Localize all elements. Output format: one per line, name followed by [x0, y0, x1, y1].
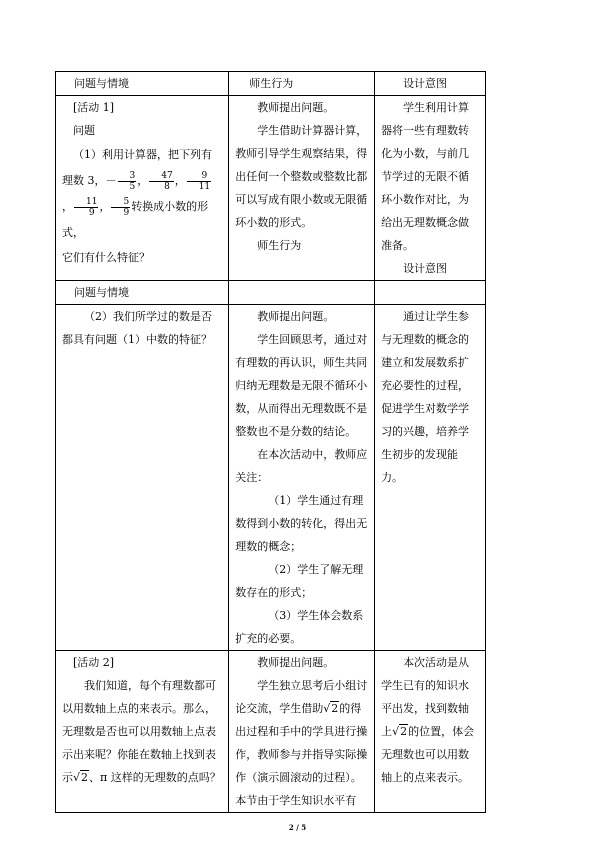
row2-teacher-cell: [229, 305, 375, 651]
table-row: [56, 305, 486, 651]
fraction: $\frac{9}{11}$: [187, 171, 211, 192]
activity-2-label: [活动 2]: [73, 656, 115, 669]
sqrt-symbol: √2: [323, 702, 339, 715]
table-subheader-row: [56, 281, 486, 305]
design-subheading: 设计意图: [403, 262, 448, 275]
teacher-text: （2）学生了解无理数存在的形式；: [235, 563, 364, 599]
fraction: $\frac{3}{5}$: [118, 171, 137, 192]
teacher-text: 学生回顾思考，通过对有理数的再认识，师生共同归纳无理数是无限不循环小数，从而得出无理数既不是整数也不是分数的结论。: [235, 333, 368, 438]
header-problem: 问题与情境: [56, 72, 229, 96]
teacher-text: （1）学生通过有理数得到小数的转化，得出无理数的概念；: [235, 494, 368, 553]
table-header-row: [56, 72, 486, 96]
teacher-text: 教师提出问题。: [257, 310, 335, 323]
page-number: 2 / 5: [288, 823, 307, 832]
table-row: [56, 651, 486, 813]
row3-teacher-cell: [229, 651, 375, 813]
teacher-text: 在本次活动中，教师应关注：: [235, 448, 368, 484]
row1-teacher-cell: [229, 96, 375, 281]
subheader-empty: [375, 281, 486, 305]
question-1-end: 它们有什么特征？: [62, 251, 150, 264]
question-1: （1）利用计算器，把下列有理数 3，－ $\frac{3}{5}$ ， $\frac{47}{8}$ ， $\frac{9}{11}$ ， $\frac{11}{9}$ ， $\frac{5}{9}$ 转换成小数的形式，: [62, 148, 212, 239]
row2-problem-cell: [56, 305, 229, 651]
row3-problem-cell: [56, 651, 229, 813]
lesson-table: [55, 71, 486, 813]
table-row: [56, 96, 486, 281]
teacher-text: 教师提出问题。: [257, 101, 335, 114]
fraction: $\frac{5}{9}$: [111, 197, 130, 218]
subheader-empty: [229, 281, 375, 305]
teacher-text: （3）学生体会数系扩充的必要。: [235, 609, 364, 645]
row1-design-cell: [375, 96, 486, 281]
sqrt-symbol: √2: [73, 771, 89, 784]
row1-problem-cell: [56, 96, 229, 281]
row2-design-cell: [375, 305, 486, 651]
sqrt-symbol: √2: [392, 725, 408, 738]
question-3: 我们知道，每个有理数都可以用数轴上点的来表示。那么，无理数是否也可以用数轴上点表示出来呢？你能在数轴上找到表示√2、π 这样的无理数的点吗？: [62, 679, 221, 784]
teacher-text: 学生借助计算器计算，教师引导学生观察结果，得出任何一个整数或整数比都可以写成有限小数或无限循环小数的形式。: [235, 124, 368, 229]
design-text: 本次活动是从学生已有的知识水平出发，找到数轴上√2的位置，体会无理数也可以用数轴上的点来表示。: [381, 656, 475, 784]
design-text: 学生利用计算器将一些有理数转化为小数，与前几节学过的无限不循环小数作对比，为给出无理数概念做准备。: [381, 101, 470, 252]
teacher-subheading: 师生行为: [257, 239, 302, 252]
fraction: $\frac{11}{9}$: [74, 197, 98, 218]
teacher-text: 教师提出问题。: [257, 656, 335, 669]
teacher-text: 学生独立思考后小组讨论交流，学生借助√2的得出过程和手中的学具进行操作，教师参与并指导实际操作（演示圆滚动的过程）。本节由于学生知识水平有: [235, 679, 368, 807]
question-label: 问题: [73, 124, 95, 137]
fraction: $\frac{47}{8}$: [149, 171, 173, 192]
header-design: 设计意图: [375, 72, 486, 96]
header-teacher-student: 师生行为: [229, 72, 375, 96]
activity-1-label: [活动 1]: [73, 101, 115, 114]
question-2: （2）我们所学过的数是否都具有问题（1）中数的特征？: [62, 310, 212, 346]
design-text: 通过让学生参与无理数的概念的建立和发展数系扩充必要性的过程，促进学生对数学学习的兴趣，培养学生初步的发现能力。: [381, 310, 470, 484]
row3-design-cell: [375, 651, 486, 813]
subheader-problem: 问题与情境: [56, 281, 229, 305]
